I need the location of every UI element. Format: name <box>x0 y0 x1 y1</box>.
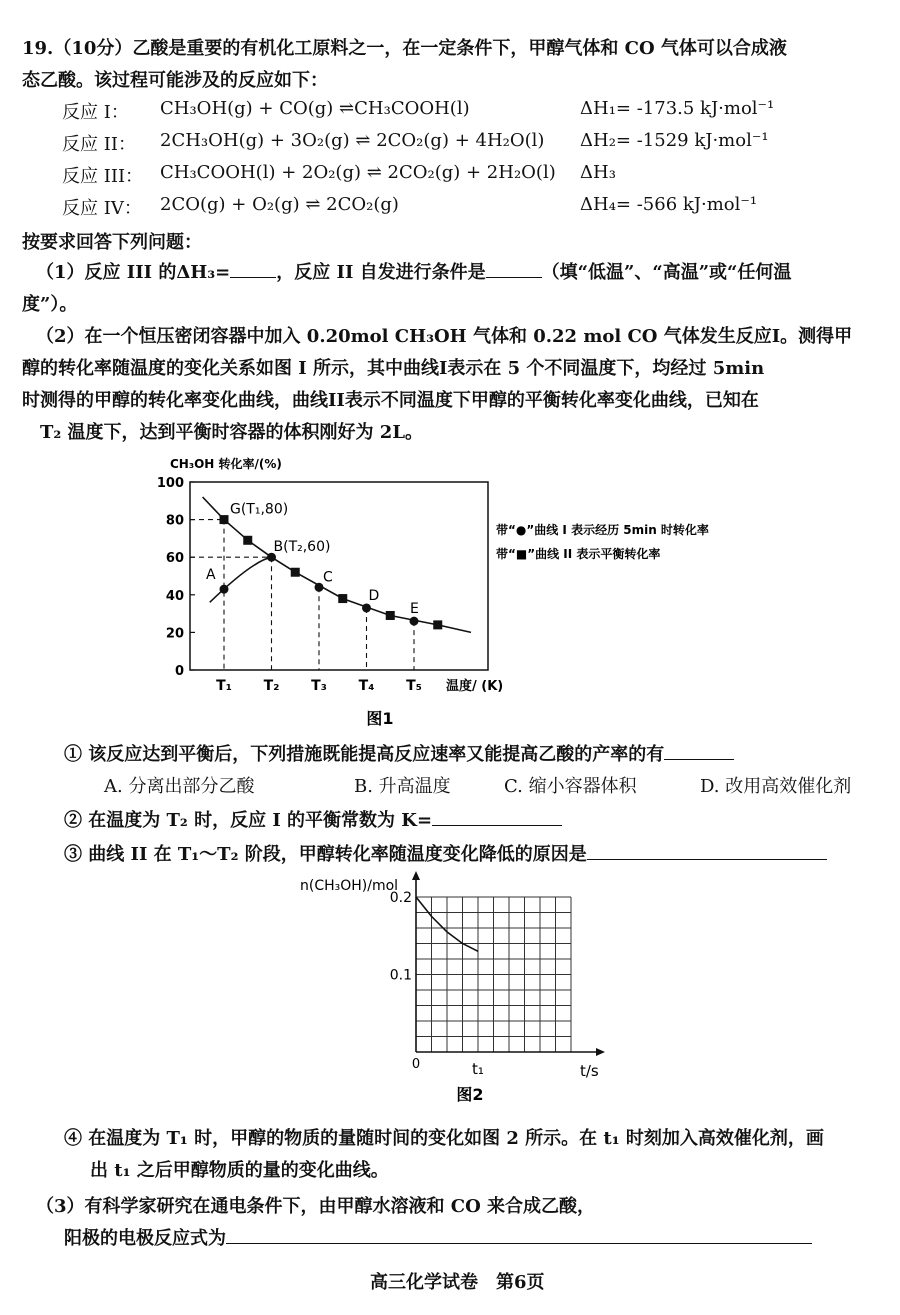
question-intro-line1: 19.（10分）乙酸是重要的有机化工原料之一，在一定条件下，甲醇气体和 CO 气体可以合成液 <box>22 38 787 59</box>
figure2-caption: 图2 <box>456 1085 484 1104</box>
sub2-question <box>64 806 562 832</box>
figure1-point-label: A <box>206 567 216 584</box>
figure2-y-tick-label: 0.2 <box>389 890 412 906</box>
sub1-option-c[interactable]: C. 缩小容器体积 <box>504 776 637 797</box>
reaction-2-equation: 2CH₃OH(g) + 3O₂(g) ⇌ 2CO₂(g) + 4H₂O(l) <box>160 130 545 151</box>
reaction-2-label: 反应 II： <box>62 134 136 155</box>
answer-prompt: 按要求回答下列问题： <box>22 232 202 253</box>
figure1-y-tick-label: 0 <box>174 664 184 679</box>
part1-text-a: （1）反应 III 的ΔH₃= <box>36 262 231 283</box>
answer-blank-sub1[interactable] <box>664 758 734 760</box>
figure2-x-axis-arrow <box>596 1048 605 1056</box>
answer-blank-condition[interactable] <box>486 276 542 278</box>
figure1-point-label: E <box>410 601 419 618</box>
part2-line3: 时测得的甲醇的转化率变化曲线，曲线II表示不同温度下甲醇的平衡转化率变化曲线，已知在 <box>22 390 759 411</box>
sub1-text: ① 该反应达到平衡后，下列措施既能提高反应速率又能提高乙酸的产率的有 <box>64 744 665 765</box>
reaction-3-label: 反应 III： <box>62 166 144 187</box>
figure1-square-marker <box>386 611 395 620</box>
part1-line1 <box>36 258 791 284</box>
figure2-chart <box>0 868 900 1108</box>
part3-text: 阳极的电极反应式为 <box>64 1228 226 1249</box>
sub1-option-a[interactable]: A. 分离出部分乙酸 <box>104 776 255 797</box>
figure2-x-tick-label: 0 <box>411 1057 421 1072</box>
figure1-y-tick-label: 100 <box>156 476 184 491</box>
sub3-question <box>64 840 827 866</box>
figure1-curve-i-rising <box>210 557 272 602</box>
figure1-point-label: G(T₁,80) <box>230 501 289 518</box>
reaction-4-label: 反应 IV： <box>62 198 142 219</box>
figure1-y-tick-label: 20 <box>165 626 184 642</box>
part1-text-c: （填“低温”、“高温”或“任何温 <box>541 262 792 283</box>
sub1-option-b[interactable]: B. 升高温度 <box>354 776 451 797</box>
figure1-x-tick-label: T₃ <box>311 678 327 694</box>
answer-blank-reason[interactable] <box>587 858 827 860</box>
part3-line2 <box>64 1224 812 1250</box>
figure1-square-marker <box>291 568 300 577</box>
figure1-point-label: D <box>368 587 380 604</box>
figure2-x-tick-label: t₁ <box>472 1060 484 1078</box>
figure1-y-tick-label: 40 <box>165 588 184 604</box>
answer-blank-k[interactable] <box>432 824 562 826</box>
reaction-4-enthalpy: ΔH₄= -566 kJ·mol⁻¹ <box>580 194 758 215</box>
figure1-legend-curve-ii: 带“■”曲线 II 表示平衡转化率 <box>496 547 661 561</box>
figure1-caption: 图1 <box>366 709 394 728</box>
answer-blank-anode[interactable] <box>226 1242 812 1244</box>
part1-line2: 度”）。 <box>22 294 78 315</box>
figure1-point-label: C <box>323 569 333 586</box>
figure2-y-axis-arrow <box>412 871 420 880</box>
figure1-y-tick-label: 80 <box>165 513 184 529</box>
part2-line1: （2）在一个恒压密闭容器中加入 0.20mol CH₃OH 气体和 0.22 mol CO 气体发生反应I。测得甲 <box>36 326 853 347</box>
figure1-square-marker <box>243 536 252 545</box>
reaction-3-enthalpy: ΔH₃ <box>580 162 616 183</box>
figure1-x-axis-label: 温度/ (K) <box>446 679 504 694</box>
sub2-text: ② 在温度为 T₂ 时，反应 I 的平衡常数为 K= <box>64 810 433 831</box>
figure1-square-marker <box>433 620 442 629</box>
figure1-legend-curve-i: 带“●”曲线 I 表示经历 5min 时转化率 <box>496 523 709 537</box>
reaction-3-equation: CH₃COOH(l) + 2O₂(g) ⇌ 2CO₂(g) + 2H₂O(l) <box>160 162 556 183</box>
figure1-circle-marker <box>220 585 229 594</box>
sub4-line1: ④ 在温度为 T₁ 时，甲醇的物质的量随时间的变化如图 2 所示。在 t₁ 时刻加入高效催化剂，画 <box>64 1128 824 1149</box>
figure2-y-tick-label: 0.1 <box>389 967 412 984</box>
part2-line4: T₂ 温度下，达到平衡时容器的体积刚好为 2L。 <box>40 422 423 443</box>
reaction-4-equation: 2CO(g) + O₂(g) ⇌ 2CO₂(g) <box>160 194 399 215</box>
figure1-point-label: B(T₂,60) <box>273 539 331 556</box>
reaction-1-enthalpy: ΔH₁= -173.5 kJ·mol⁻¹ <box>580 98 775 119</box>
figure2-x-axis-label: t/s <box>580 1062 599 1080</box>
figure1-chart <box>0 440 900 730</box>
reaction-2-enthalpy: ΔH₂= -1529 kJ·mol⁻¹ <box>580 130 769 151</box>
part2-line2: 醇的转化率随温度的变化关系如图 I 所示，其中曲线I表示在 5 个不同温度下，均经过 5min <box>22 358 765 379</box>
figure1-y-axis-label: CH₃OH 转化率/(%) <box>170 457 282 471</box>
figure1-square-marker <box>338 594 347 603</box>
part1-text-b: ，反应 II 自发进行条件是 <box>276 262 486 283</box>
answer-blank-dh3[interactable] <box>230 276 276 278</box>
figure1-circle-marker <box>410 617 419 626</box>
page-footer: 高三化学试卷 第6页 <box>370 1272 545 1293</box>
sub3-text: ③ 曲线 II 在 T₁～T₂ 阶段，甲醇转化率随温度变化降低的原因是 <box>64 844 587 865</box>
figure1-square-marker <box>220 515 229 524</box>
reaction-1-label: 反应 I： <box>62 102 129 123</box>
sub1-option-d[interactable]: D. 改用高效催化剂 <box>700 776 852 797</box>
figure1-x-tick-label: T₂ <box>263 678 280 694</box>
figure1-x-tick-label: T₁ <box>216 678 232 694</box>
question-intro-line2: 态乙酸。该过程可能涉及的反应如下： <box>22 70 328 91</box>
reaction-1-equation: CH₃OH(g) + CO(g) ⇌CH₃COOH(l) <box>160 98 470 119</box>
figure1-x-tick-label: T₄ <box>358 678 375 694</box>
sub4-line2: 出 t₁ 之后甲醇物质的量的变化曲线。 <box>90 1160 389 1181</box>
part3-line1: （3）有科学家研究在通电条件下，由甲醇水溶液和 CO 来合成乙酸， <box>36 1196 596 1217</box>
figure1-circle-marker <box>362 603 371 612</box>
sub1-question <box>64 740 734 766</box>
figure1-x-tick-label: T₅ <box>406 678 422 694</box>
figure1-y-tick-label: 60 <box>165 551 184 567</box>
figure2-y-axis-label: n(CH₃OH)/mol <box>300 878 399 894</box>
